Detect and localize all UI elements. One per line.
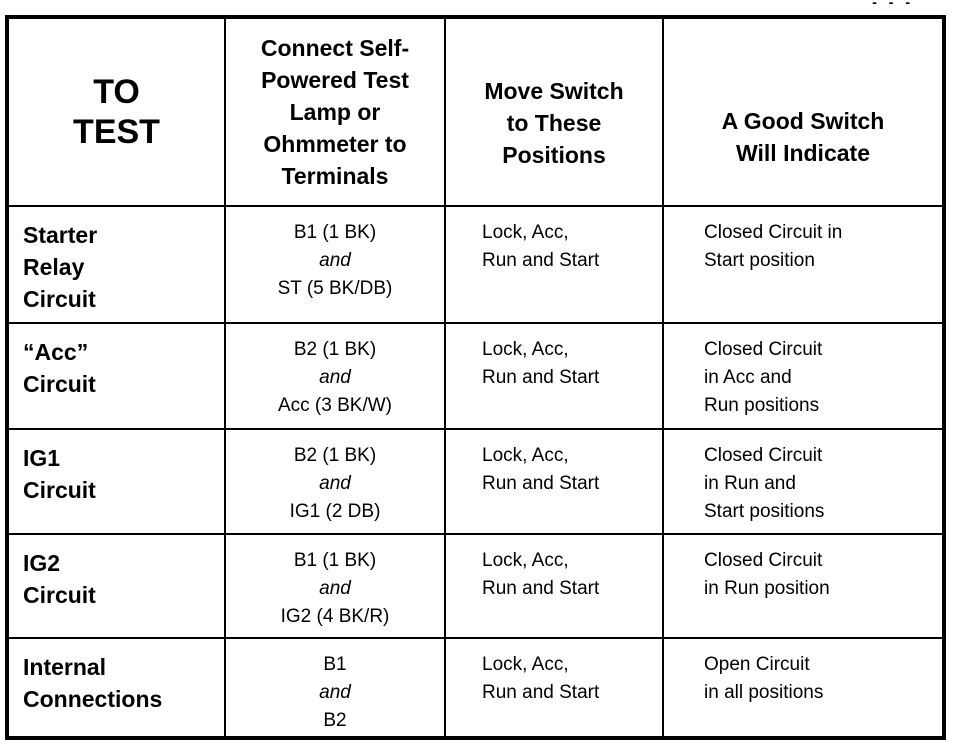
- positions-cell: Lock, Acc, Run and Start: [445, 323, 663, 429]
- row-label-acc: “Acc” Circuit: [7, 323, 225, 429]
- positions-cell: Lock, Acc, Run and Start: [445, 206, 663, 323]
- table-row: [7, 323, 944, 429]
- table-row: [7, 638, 944, 738]
- terminals-cell: B1 and B2: [225, 638, 445, 738]
- indication-cell: Open Circuit in all positions: [663, 638, 944, 738]
- terminals-cell: B2 (1 BK) and IG1 (2 DB): [225, 429, 445, 534]
- header-to-test: TO TEST: [7, 17, 225, 206]
- positions-cell: Lock, Acc, Run and Start: [445, 429, 663, 534]
- switch-test-table: [5, 15, 946, 740]
- indication-cell: Closed Circuit in Start position: [663, 206, 944, 323]
- terminals-cell: B1 (1 BK) and IG2 (4 BK/R): [225, 534, 445, 638]
- table-row: [7, 206, 944, 323]
- terminals-cell: B2 (1 BK) and Acc (3 BK/W): [225, 323, 445, 429]
- header-indicate: A Good Switch Will Indicate: [663, 17, 944, 206]
- header-row: [7, 17, 944, 206]
- row-label-ig2: IG2 Circuit: [7, 534, 225, 638]
- row-label-internal-connections: Internal Connections: [7, 638, 225, 738]
- row-label-ig1: IG1 Circuit: [7, 429, 225, 534]
- positions-cell: Lock, Acc, Run and Start: [445, 534, 663, 638]
- table-row: [7, 429, 944, 534]
- indication-cell: Closed Circuit in Run and Start positions: [663, 429, 944, 534]
- positions-cell: Lock, Acc, Run and Start: [445, 638, 663, 738]
- row-label-starter-relay: Starter Relay Circuit: [7, 206, 225, 323]
- indication-cell: Closed Circuit in Acc and Run positions: [663, 323, 944, 429]
- terminals-cell: B1 (1 BK) and ST (5 BK/DB): [225, 206, 445, 323]
- table-row: [7, 534, 944, 638]
- header-terminals: Connect Self- Powered Test Lamp or Ohmmeter to Terminals: [225, 17, 445, 206]
- header-positions: Move Switch to These Positions: [445, 17, 663, 206]
- indication-cell: Closed Circuit in Run position: [663, 534, 944, 638]
- page-corner-mark: - - -: [872, 0, 914, 10]
